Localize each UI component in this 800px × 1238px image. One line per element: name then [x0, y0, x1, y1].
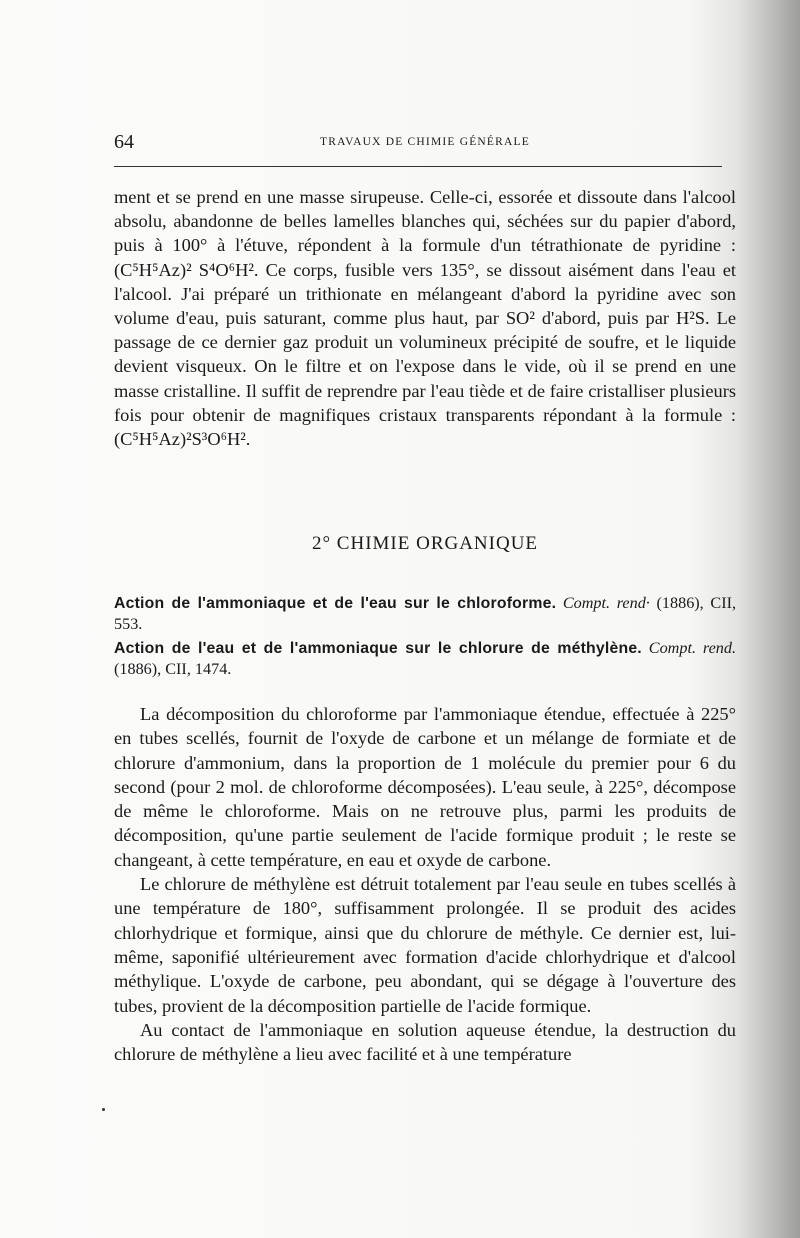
references-list [114, 593, 736, 683]
page-number: 64 [114, 131, 134, 153]
reference-title: Action de l'eau et de l'ammoniaque sur le chlorure de méthylène. [114, 640, 642, 657]
reference-journal: Compt. rend· [562, 594, 650, 612]
main-text [114, 702, 736, 1066]
paragraph: Au contact de l'ammoniaque en solution aqueuse étendue, la destruction du chlorure de méthylène a lieu avec facilité et à une température [114, 1019, 736, 1065]
intro-text [114, 185, 736, 451]
paragraph: Le chlorure de méthylène est détruit totalement par l'eau seule en tubes scellés à une température de 180°, suffisamment prolongée. Il se produit des acides chlorhydrique et formique, ainsi que du chlorure de méthyle. Ce dernier est, lui-même, saponifié ultérieurement avec formation d'acide chlorhydrique et d'alcool méthylique. L'oxyde de carbone, peu abondant, qui se dégage à l'ouverture des tubes, provient de la décomposition partielle de l'acide formique. [114, 874, 736, 1016]
header-rule [114, 166, 722, 167]
reference-title: Action de l'ammoniaque et de l'eau sur le chloroforme. [114, 595, 557, 612]
reference-item [114, 593, 736, 634]
reference-journal: Compt. rend. [648, 639, 736, 657]
reference-details: (1886), CII, 553. [114, 594, 737, 633]
reference-details: (1886), CII, 1474. [114, 660, 232, 678]
section-title: 2° CHIMIE ORGANIQUE [311, 533, 539, 554]
paragraph: La décomposition du chloroforme par l'ammoniaque étendue, effectuée à 225° en tubes scellés, fournit de l'oxyde de carbone et un mélange de formiate et de chlorure d'ammonium, dans la proportion de 1 molécule du premier pour 6 du second (pour 2 mol. de chloroforme décomposées). L'eau seule, à 225°, décompose de même le chloroforme. Mais on ne retrouve plus, parmi les produits de décomposition, qu'une partie seulement de l'acide formique produit ; le reste se changeant, à cette température, en eau et oxyde de carbone. [114, 704, 736, 870]
running-head [114, 128, 736, 156]
intro-paragraph: ment et se prend en une masse sirupeuse. Celle-ci, essorée et dissoute dans l'alcool absolu, abandonne de belles lamelles blanches qui, séchées sur du papier d'abord, puis à 100° à l'étuve, répondent à la formule d'un tétrathionate de pyridine : (C⁵H⁵Az)² S⁴O⁶H². Ce corps, fusible vers 135°, se dissout aisément dans l'eau et l'alcool. J'ai préparé un trithionate en mélangeant d'abord la pyridine avec son volume d'eau, puis saturant, comme plus haut, par SO² d'abord, puis par H²S. Le passage de ce dernier gaz produit un volumineux précipité de soufre, et le liquide devient visqueux. On le filtre et on l'expose dans le vide, où il se prend en une masse cristalline. Il suffit de reprendre par l'eau tiède et de faire cristalliser plusieurs fois pour obtenir de magnifiques cristaux transparents répondant à la formule : (C⁵H⁵Az)²S³O⁶H². [114, 187, 736, 450]
running-title: TRAVAUX DE CHIMIE GÉNÉRALE [320, 136, 530, 148]
reference-item [114, 638, 736, 679]
margin-dot [102, 1108, 105, 1111]
